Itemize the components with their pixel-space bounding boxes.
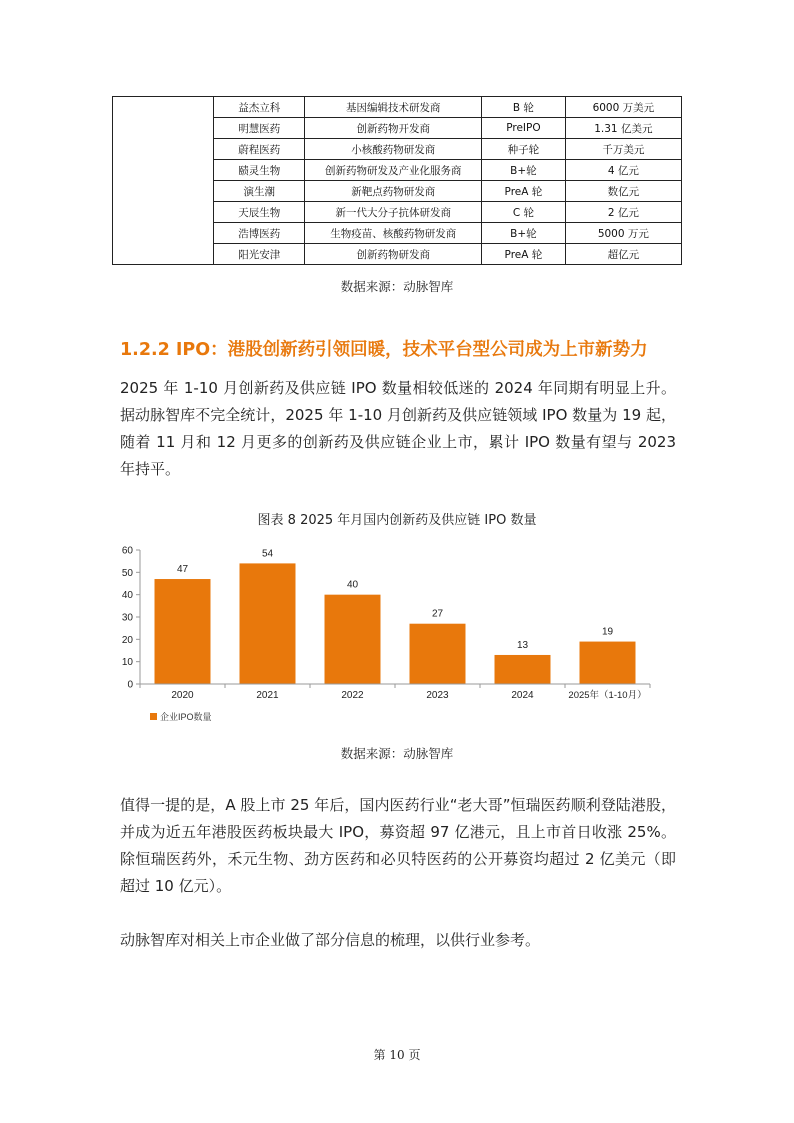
legend-label: 企业IPO数量 [160, 712, 212, 722]
amount-cell: 6000 万美元 [565, 97, 681, 118]
company-cell: 演生潮 [214, 181, 305, 202]
financing-table [112, 96, 682, 265]
y-tick-label: 0 [127, 679, 133, 691]
data-label: 40 [346, 579, 359, 591]
ipo-paragraph: 2025 年 1-10 月创新药及供应链 IPO 数量相较低迷的 2024 年同期有明显上升。据动脉智库不完全统计，2025 年 1-10 月创新药及供应链领域 IPO 数量为 19 起，随着 11 月和 12 月更多的创新药及供应链企业上市，累计 IPO 数量有望与 2023 年持平。 [120, 379, 676, 478]
round-cell: B 轮 [482, 97, 566, 118]
x-tick-label: 2022 [341, 690, 364, 701]
business-cell: 新靶点药物研发商 [305, 181, 482, 202]
amount-cell: 数亿元 [565, 181, 681, 202]
amount-cell: 千万美元 [565, 139, 681, 160]
y-tick-label: 40 [121, 590, 133, 602]
y-tick-label: 50 [121, 567, 133, 579]
business-cell: 创新药物研发商 [305, 244, 482, 265]
x-tick-label: 2023 [426, 690, 449, 701]
business-cell: 创新药物研发及产业化服务商 [305, 160, 482, 181]
business-cell: 基因编辑技术研发商 [305, 97, 482, 118]
y-tick-label: 10 [121, 657, 133, 669]
section-heading: 1.2.2 IPO：港股创新药引领回暖，技术平台型公司成为上市新势力 [120, 340, 648, 360]
table-source: 数据来源：动脉智库 [340, 279, 454, 294]
table-row [113, 97, 682, 118]
round-cell: PreA 轮 [482, 181, 566, 202]
x-tick-label: 2020 [171, 690, 194, 701]
data-label: 13 [516, 639, 529, 651]
amount-cell: 5000 万元 [565, 223, 681, 244]
x-tick-label: 2025年（1-10月） [568, 690, 647, 701]
business-cell: 创新药物开发商 [305, 118, 482, 139]
round-cell: C 轮 [482, 202, 566, 223]
bar [410, 624, 466, 684]
closing-paragraph: 动脉智库对相关上市企业做了部分信息的梳理，以供行业参考。 [120, 931, 541, 949]
bar [155, 579, 211, 684]
company-cell: 益杰立科 [214, 97, 305, 118]
y-tick-label: 20 [121, 634, 133, 646]
ipo-bar-chart [110, 538, 670, 730]
hengrui-paragraph: 值得一提的是，A 股上市 25 年后，国内医药行业“老大哥”恒瑞医药顺利登陆港股，并成为近五年港股医药板块最大 IPO，募资超 97 亿港元，且上市首日收涨 25%。除恒瑞医药外，禾元生物、劲方医药和必贝特医药的公开募资均超过 2 亿美元（即超过 10 亿元）。 [120, 796, 676, 895]
bar [495, 655, 551, 684]
amount-cell: 1.31 亿美元 [565, 118, 681, 139]
round-cell: B+轮 [482, 160, 566, 181]
bar [240, 563, 296, 684]
bar [325, 595, 381, 684]
x-tick-label: 2024 [511, 690, 534, 701]
category-cell [113, 97, 214, 265]
chart-source: 数据来源：动脉智库 [340, 746, 454, 761]
bar [580, 642, 636, 684]
y-tick-label: 30 [121, 612, 133, 624]
chart-title: 图表 8 2025 年月国内创新药及供应链 IPO 数量 [257, 513, 537, 528]
data-label: 54 [261, 548, 274, 560]
page-number: 第 10 页 [373, 1048, 421, 1062]
company-cell: 阳光安津 [214, 244, 305, 265]
company-cell: 天辰生物 [214, 202, 305, 223]
x-tick-label: 2021 [256, 690, 279, 701]
company-cell: 蔚程医药 [214, 139, 305, 160]
amount-cell: 2 亿元 [565, 202, 681, 223]
round-cell: 种子轮 [482, 139, 566, 160]
legend-swatch [150, 713, 157, 720]
round-cell: PreA 轮 [482, 244, 566, 265]
data-label: 19 [601, 626, 614, 638]
business-cell: 小核酸药物研发商 [305, 139, 482, 160]
amount-cell: 4 亿元 [565, 160, 681, 181]
business-cell: 生物疫苗、核酸药物研发商 [305, 223, 482, 244]
business-cell: 新一代大分子抗体研发商 [305, 202, 482, 223]
amount-cell: 超亿元 [565, 244, 681, 265]
company-cell: 明慧医药 [214, 118, 305, 139]
company-cell: 浩博医药 [214, 223, 305, 244]
round-cell: B+轮 [482, 223, 566, 244]
company-cell: 赜灵生物 [214, 160, 305, 181]
y-tick-label: 60 [121, 545, 133, 557]
data-label: 27 [431, 608, 444, 620]
data-label: 47 [176, 564, 189, 576]
round-cell: PreIPO [482, 118, 566, 139]
